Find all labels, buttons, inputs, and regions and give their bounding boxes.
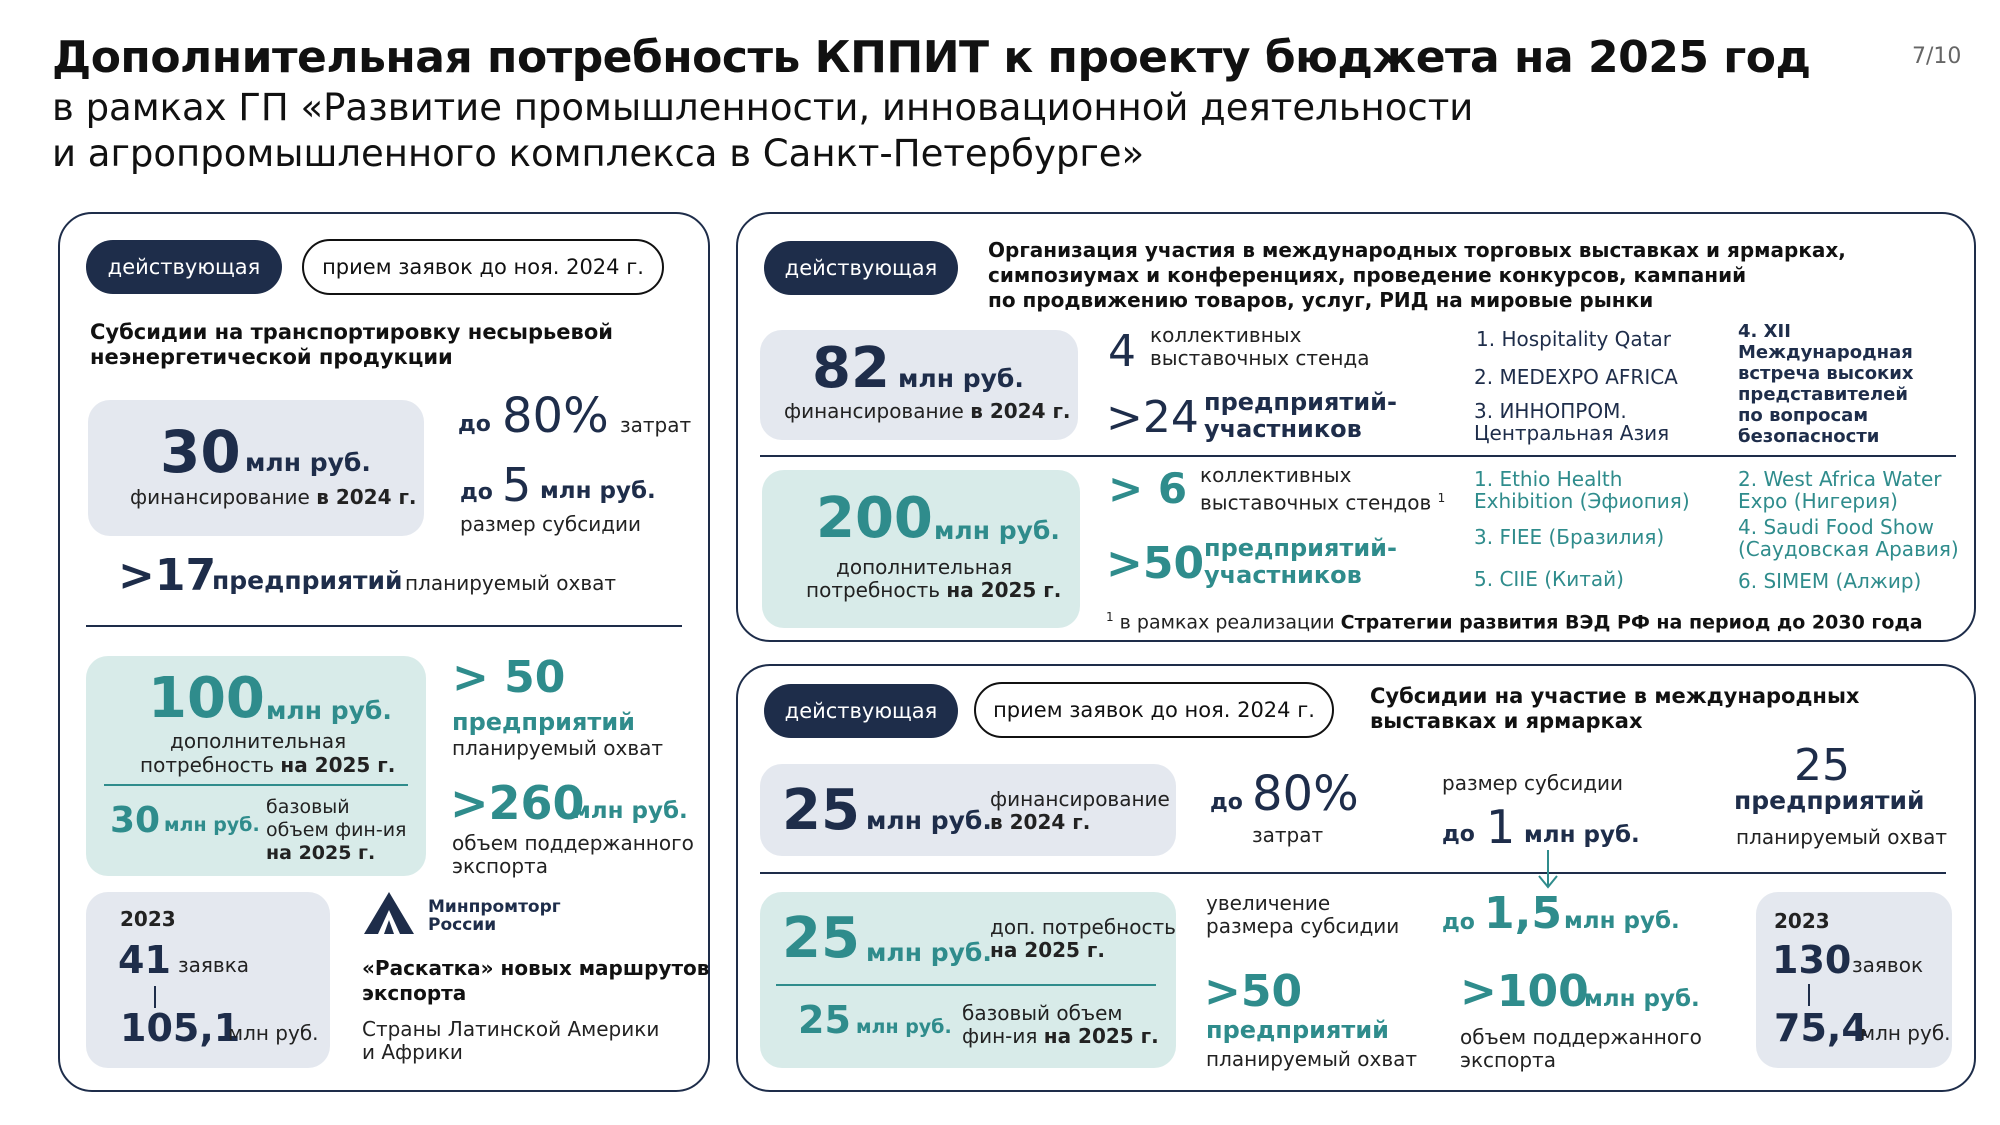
stands-value: 4 xyxy=(1108,326,1136,377)
event-2025-4-line1: 4. Saudi Food Show xyxy=(1738,515,1934,539)
base-caption-line1: базовый xyxy=(266,796,350,818)
upto-pct-value: 80% xyxy=(1252,766,1359,822)
event-2024-1: 1. Hospitality Qatar xyxy=(1476,327,1671,351)
increase-caption-line2: размера субсидии xyxy=(1206,914,1400,938)
financing-2024-value: 82 xyxy=(812,336,890,401)
event-2024-4-line4: представителей xyxy=(1738,384,1908,405)
event-2024-4-line1: 4. XII xyxy=(1738,321,1791,342)
page-number: 7/10 xyxy=(1912,44,1962,69)
financing-2024-unit: млн руб. xyxy=(866,806,992,835)
deadline-badge: прием заявок до ноя. 2024 г. xyxy=(974,682,1334,738)
stands-label-line1: коллективных xyxy=(1150,323,1302,347)
exhibitions-heading-line2: симпозиумах и конференциях, проведение конкурсов, кампаний xyxy=(988,263,1747,287)
participation-heading-line2: выставках и ярмарках xyxy=(1370,709,1643,733)
logo-line1: Минпромторг xyxy=(428,897,561,917)
base-caption-line1: базовый объем xyxy=(962,1001,1123,1025)
coverage-label: предприятий xyxy=(452,708,635,736)
base-value: 25 xyxy=(798,998,851,1042)
base-value: 30 xyxy=(110,800,161,841)
export-value: >100 xyxy=(1460,966,1589,1017)
size-prefix: до xyxy=(1442,822,1475,847)
need-2025-caption-line1: дополнительная xyxy=(170,729,347,753)
event-2025-1-line1: 1. Ethio Health xyxy=(1474,467,1623,491)
logo-line2: России xyxy=(428,915,497,935)
export-unit: млн руб. xyxy=(1584,986,1700,1012)
page-subtitle-line2: и агропромышленного комплекса в Санкт-Петербурге» xyxy=(52,132,1145,175)
companies-value: 25 xyxy=(1794,740,1850,791)
export-unit: млн руб. xyxy=(572,798,688,824)
size-caption: размер субсидии xyxy=(1442,771,1624,795)
increase-prefix: до xyxy=(1442,910,1475,935)
upto-prefix: до xyxy=(1210,790,1243,815)
export-caption-line2: экспорта xyxy=(452,854,548,878)
need-2025-divider xyxy=(104,784,408,786)
participation-heading-line1: Субсидии на участие в международных xyxy=(1370,684,1860,708)
upto-sum-value: 5 xyxy=(502,458,532,512)
need-2025-caption-line2: потребность на 2025 г. xyxy=(140,753,396,777)
financing-2024-caption: финансирование в 2024 г. xyxy=(130,485,417,509)
companies-label: предприятий xyxy=(1734,786,1925,815)
coverage-caption: планируемый охват xyxy=(452,736,664,760)
coverage-caption: планируемый охват xyxy=(1206,1047,1418,1071)
route-title-line1: «Раскатка» новых маршрутов xyxy=(362,956,710,980)
need-2025-value: 25 xyxy=(782,906,860,971)
need-2025-caption-line2: на 2025 г. xyxy=(990,938,1105,962)
stands-2025-value: > 6 xyxy=(1108,464,1188,513)
financing-2024-caption: финансирование в 2024 г. xyxy=(784,399,1071,423)
stats-2023-sum-unit: млн руб. xyxy=(228,1021,319,1045)
upto-sum-unit: млн руб. xyxy=(540,478,656,504)
export-caption-line1: объем поддержанного xyxy=(452,831,694,855)
event-2024-3-line2: Центральная Азия xyxy=(1474,421,1670,445)
companies-value: >17 xyxy=(118,550,217,601)
need-2025-caption-line2: потребность на 2025 г. xyxy=(806,578,1062,602)
upto-pct-value: 80% xyxy=(502,388,609,444)
page-subtitle-line1: в рамках ГП «Развитие промышленности, инновационной деятельности xyxy=(52,86,1474,129)
status-badge: действующая xyxy=(86,240,282,294)
exhibitions-heading-line3: по продвижению товаров, услуг, РИД на мировые рынки xyxy=(988,288,1654,312)
participation-divider xyxy=(760,872,1946,874)
event-2025-6: 6. SIMEM (Алжир) xyxy=(1738,569,1922,593)
export-caption-line2: экспорта xyxy=(1460,1048,1556,1072)
base-unit: млн руб. xyxy=(856,1016,952,1038)
size-value: 1 xyxy=(1486,800,1516,854)
event-2025-2-line1: 2. West Africa Water xyxy=(1738,467,1942,491)
coverage-value: >50 xyxy=(1204,966,1303,1017)
upto-pct-caption: затрат xyxy=(1252,823,1324,847)
exhibitions-divider xyxy=(760,455,1956,457)
stats-2023-apps: 130 xyxy=(1772,938,1852,982)
event-2024-2: 2. MEDEXPO AFRICA xyxy=(1474,365,1678,389)
companies-caption: планируемый охват xyxy=(405,571,617,595)
upto-prefix: до xyxy=(458,412,491,437)
deadline-badge: прием заявок до ноя. 2024 г. xyxy=(302,239,664,295)
stats-2023-year: 2023 xyxy=(1774,909,1830,933)
participants-label-line1: предприятий- xyxy=(1204,388,1397,416)
stats-2023-sum: 105,1 xyxy=(120,1006,241,1050)
base-unit: млн руб. xyxy=(164,814,260,836)
event-2024-4-line3: встреча высоких xyxy=(1738,363,1914,384)
need-2025-caption-line1: дополнительная xyxy=(836,555,1013,579)
stats-2023-apps-label: заявка xyxy=(178,953,250,977)
need-2025-unit: млн руб. xyxy=(866,938,992,967)
participants-2025-label-line1: предприятий- xyxy=(1204,534,1397,562)
financing-2024-value: 30 xyxy=(160,418,241,486)
companies-caption: планируемый охват xyxy=(1736,825,1948,849)
base-caption-line2: объем фин-ия xyxy=(266,819,407,841)
export-value: >260 xyxy=(450,776,585,830)
need-2025-unit: млн руб. xyxy=(266,696,392,725)
event-2025-3: 3. FIEE (Бразилия) xyxy=(1474,525,1665,549)
financing-2024-caption-line1: финансирование xyxy=(990,787,1170,811)
base-caption-line2: фин-ия на 2025 г. xyxy=(962,1024,1159,1048)
need-2025-unit: млн руб. xyxy=(934,516,1060,545)
export-caption-line1: объем поддержанного xyxy=(1460,1025,1702,1049)
financing-2024-caption-line2: в 2024 г. xyxy=(990,810,1091,834)
stands-2025-label-line1: коллективных xyxy=(1200,463,1352,487)
footnote: $^1$ в рамках реализации Стратегии развития ВЭД РФ на период до 2030 года xyxy=(1106,610,1923,634)
need-2025-value: 200 xyxy=(816,486,933,551)
route-text-line1: Страны Латинской Америки xyxy=(362,1017,660,1041)
route-title-line2: экспорта xyxy=(362,981,467,1005)
event-2025-4-line2: (Саудовская Аравия) xyxy=(1738,537,1959,561)
size-unit: млн руб. xyxy=(1524,822,1640,848)
upto-pct-suffix: затрат xyxy=(620,413,692,437)
increase-value: 1,5 xyxy=(1484,888,1562,939)
financing-2024-unit: млн руб. xyxy=(898,364,1024,393)
upto-sum-prefix: до xyxy=(460,480,493,505)
base-caption-line3: на 2025 г. xyxy=(266,842,376,864)
participants-label-line2: участников xyxy=(1204,415,1362,443)
event-2024-3-line1: 3. ИННОПРОМ. xyxy=(1474,399,1627,423)
increase-unit: млн руб. xyxy=(1564,908,1680,934)
participants-value: >24 xyxy=(1106,392,1199,443)
page-title: Дополнительная потребность КППИТ к проекту бюджета на 2025 год xyxy=(52,32,1811,83)
minpromtorg-logo-icon xyxy=(362,890,416,936)
need-2025-caption-line1: доп. потребность xyxy=(990,915,1176,939)
event-2025-2-line2: Expo (Нигерия) xyxy=(1738,489,1898,513)
stats-2023-apps-label: заявок xyxy=(1852,953,1924,977)
transport-subsidy-heading-line2: неэнергетической продукции xyxy=(90,345,453,369)
arrow-down-icon xyxy=(1536,850,1560,890)
transport-subsidy-heading-line1: Субсидии на транспортировку несырьевой xyxy=(90,320,613,344)
stands-2025-label-line2: выставочных стендов $^1$ xyxy=(1200,490,1446,515)
route-text-line2: и Африки xyxy=(362,1040,463,1064)
event-2025-1-line2: Exhibition (Эфиопия) xyxy=(1474,489,1690,513)
companies-label: предприятий xyxy=(212,566,403,595)
need-2025-value: 100 xyxy=(148,666,265,731)
event-2024-4-line5: по вопросам xyxy=(1738,405,1869,426)
stats-2023-sum: 75,4 xyxy=(1774,1006,1868,1050)
event-2025-5: 5. CIIE (Китай) xyxy=(1474,567,1624,591)
exhibitions-heading-line1: Организация участия в международных торговых выставках и ярмарках, xyxy=(988,238,1846,262)
event-2024-4-line6: безопасности xyxy=(1738,426,1880,447)
left-divider xyxy=(86,625,682,627)
event-2024-4-line2: Международная xyxy=(1738,342,1913,363)
stats-2023-sum-unit: млн руб. xyxy=(1860,1021,1951,1045)
stats-2023-connector xyxy=(154,986,156,1008)
participants-2025-value: >50 xyxy=(1106,538,1205,589)
status-badge: действующая xyxy=(764,684,958,738)
need-2025-divider xyxy=(776,984,1156,986)
coverage-value: > 50 xyxy=(452,652,566,703)
stats-2023-connector xyxy=(1808,984,1810,1006)
stands-label-line2: выставочных стенда xyxy=(1150,346,1370,370)
stats-2023-year: 2023 xyxy=(120,907,176,931)
financing-2024-unit: млн руб. xyxy=(245,448,371,477)
upto-sum-caption: размер субсидии xyxy=(460,512,642,536)
participants-2025-label-line2: участников xyxy=(1204,561,1362,589)
stats-2023-apps: 41 xyxy=(118,938,171,982)
status-badge: действующая xyxy=(764,241,958,295)
coverage-label: предприятий xyxy=(1206,1016,1389,1044)
financing-2024-value: 25 xyxy=(782,778,860,843)
increase-caption-line1: увеличение xyxy=(1206,891,1331,915)
